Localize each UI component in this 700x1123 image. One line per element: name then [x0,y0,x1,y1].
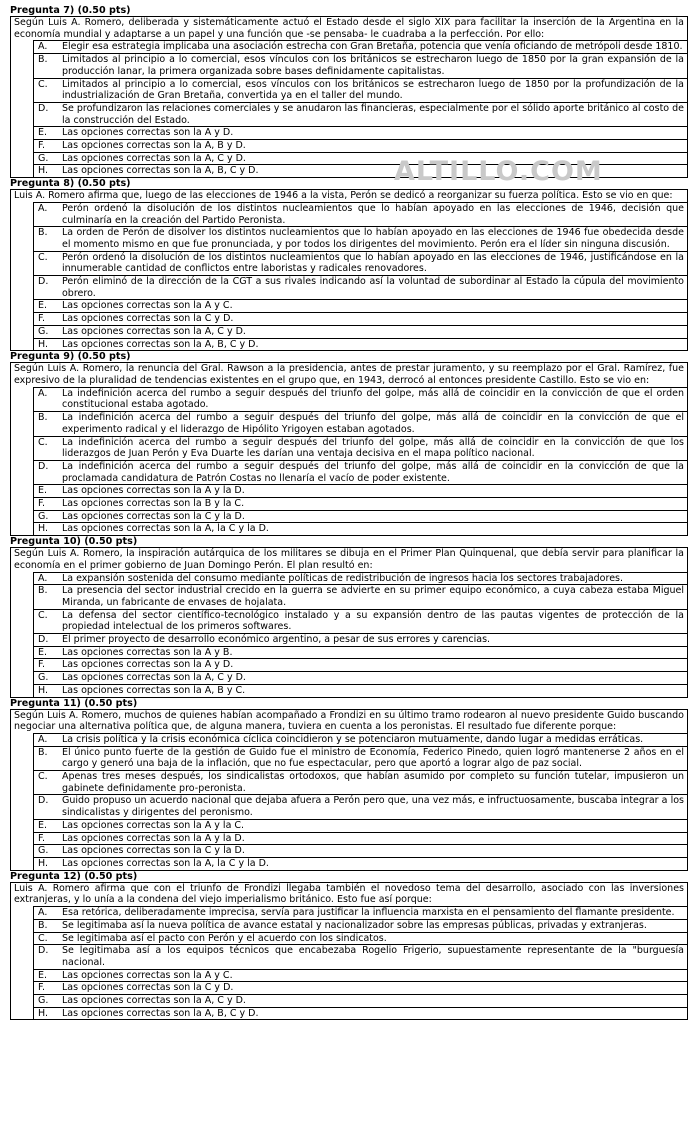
option-text: Las opciones correctas son la A, C y D. [62,672,687,685]
option-letter: D. [34,460,63,484]
option-letter: D. [34,102,63,126]
option-indent [11,152,34,165]
option-row[interactable] [11,41,687,54]
option-indent [11,54,34,78]
option-row[interactable] [11,858,687,870]
option-text: Las opciones correctas son la A y C. [62,300,687,313]
option-letter: E. [34,819,63,832]
option-text: Se legitimaba así el pacto con Perón y el acuerdo con los sindicatos. [62,932,687,945]
option-row[interactable] [11,202,687,226]
option-indent [11,1007,34,1019]
option-text: El primer proyecto de desarrollo económico argentino, a pesar de sus errores y carencias. [62,634,687,647]
option-row[interactable] [11,313,687,326]
option-letter: B. [34,412,63,436]
option-row[interactable] [11,227,687,251]
option-text: Las opciones correctas son la A, B y C. [62,684,687,696]
option-text: Esa retórica, deliberadamente imprecisa, servía para justificar la influencia marxista en el pensamiento del flamante presidente. [62,907,687,920]
option-indent [11,276,34,300]
option-text: La crisis política y la crisis económica cíclica coincidieron y se potenciaron mutuamente, dando lugar a medidas erráticas. [62,733,687,746]
option-row[interactable] [11,387,687,411]
option-indent [11,982,34,995]
question-block [10,547,688,697]
option-text: Se profundizaron las relaciones comerciales y se anudaron las financieras, especialmente por el sólido aporte británico al costo de la construcción del Estado. [62,102,687,126]
option-indent [11,969,34,982]
option-text: Las opciones correctas son la A y C. [62,969,687,982]
option-indent [11,436,34,460]
option-row[interactable] [11,572,687,585]
option-row[interactable] [11,510,687,523]
option-letter: G. [34,325,63,338]
option-indent [11,227,34,251]
option-letter: E. [34,969,63,982]
option-row[interactable] [11,276,687,300]
option-letter: B. [34,54,63,78]
option-row[interactable] [11,338,687,350]
option-indent [11,919,34,932]
option-text: Las opciones correctas son la C y D. [62,313,687,326]
option-row[interactable] [11,659,687,672]
question-block [10,709,688,871]
option-row[interactable] [11,771,687,795]
option-letter: G. [34,672,63,685]
option-letter: D. [34,945,63,969]
option-text: La expansión sostenida del consumo mediante políticas de redistribución de ingresos hacia los sectores trabajadores. [62,572,687,585]
option-row[interactable] [11,1007,687,1019]
option-text: Las opciones correctas son la C y la D. [62,845,687,858]
option-text: Las opciones correctas son la A y D. [62,659,687,672]
option-indent [11,634,34,647]
option-text: El único punto fuerte de la gestión de Guido fue el ministro de Economía, Federico Pinedo, quien logró mantenerse 2 años en el cargo y generó una baja de la inflación, que no fue espectacular, pero que aportó a lograr algo de paz social. [62,746,687,770]
option-indent [11,771,34,795]
option-indent [11,78,34,102]
question-block [10,189,688,351]
options-table [11,906,687,1019]
option-text: Se legitimaba así la nueva política de avance estatal y nacionalizador sobre las empresas públicas, privadas y extranjeras. [62,919,687,932]
option-indent [11,510,34,523]
option-row[interactable] [11,969,687,982]
option-text: Apenas tres meses después, los sindicalistas ortodoxos, que habían asumido por completo su función tutelar, impusieron un gabinete definidamente pro-peronista. [62,771,687,795]
option-indent [11,819,34,832]
option-text: Las opciones correctas son la A, B, C y D. [62,1007,687,1019]
option-text: Las opciones correctas son la A, C y D. [62,325,687,338]
option-row[interactable] [11,634,687,647]
option-text: Las opciones correctas son la A, C y D. [62,152,687,165]
option-letter: C. [34,436,63,460]
options-table [11,202,687,350]
option-text: Limitados al principio a lo comercial, esos vínculos con los británicos se estrecharon luego de 1850 por la profundización de la industrialización de Gran Bretaña, convertida ya en el taller del mundo. [62,78,687,102]
option-letter: G. [34,152,63,165]
option-indent [11,932,34,945]
option-text: Las opciones correctas son la A, la C y la D. [62,858,687,870]
option-letter: A. [34,202,63,226]
option-row[interactable] [11,684,687,696]
option-indent [11,300,34,313]
question-block [10,882,688,1021]
question-block [10,16,688,178]
question-title: Pregunta 10) (0.50 pts) [10,536,138,548]
option-indent [11,733,34,746]
option-letter: A. [34,572,63,585]
options-table [11,733,687,870]
option-row[interactable] [11,54,687,78]
option-letter: H. [34,523,63,535]
option-letter: G. [34,845,63,858]
option-text: La indefinición acerca del rumbo a seguir después del triunfo del golpe, más allá de coincidir en la convicción de que el experimento radical y el liderazgo de Hipólito Yrigoyen estaban agotados. [62,412,687,436]
option-indent [11,460,34,484]
option-indent [11,498,34,511]
option-letter: A. [34,907,63,920]
question-stem: Según Luis A. Romero, muchos de quienes habían acompañado a Frondizi en su último tramo rodearon al nuevo presidente Guido buscando negociar una alternativa política que, de alguna manera, tuviera en cuenta a los peronistas. El resultado fue diferente porque: [14,709,684,733]
option-row[interactable] [11,300,687,313]
question-title: Pregunta 7) (0.50 pts) [10,5,131,16]
option-text: La indefinición acerca del rumbo a seguir después del triunfo del golpe, más allá de coincidir en la convicción de que el orden constitucional estaba agotado. [62,387,687,411]
option-letter: F. [34,140,63,153]
option-row[interactable] [11,672,687,685]
option-letter: H. [34,165,63,177]
option-row[interactable] [11,78,687,102]
option-text: Las opciones correctas son la A, C y D. [62,995,687,1008]
option-letter: D. [34,795,63,819]
option-row[interactable] [11,907,687,920]
option-text: Perón ordenó la disolución de los distintos nucleamientos que lo habían apoyado en las elecciones de 1946, justificándose en la innumerable cantidad de conflictos entre laboristas y radicales renovadores. [62,251,687,275]
option-indent [11,102,34,126]
option-text: Elegir esa estrategia implicaba una asociación estrecha con Gran Bretaña, potencia que venía oficiando de metrópoli desde 1810. [62,41,687,54]
option-text: Las opciones correctas son la A y la D. [62,485,687,498]
option-text: Perón eliminó de la dirección de la CGT a sus rivales indicando así la voluntad de subordinar al Estado la cúpula del movimiento obrero. [62,276,687,300]
option-row[interactable] [11,646,687,659]
option-indent [11,858,34,870]
option-indent [11,995,34,1008]
option-text: Las opciones correctas son la A y la D. [62,832,687,845]
option-row[interactable] [11,251,687,275]
option-letter: H. [34,684,63,696]
option-letter: B. [34,227,63,251]
option-letter: H. [34,338,63,350]
option-indent [11,795,34,819]
option-indent [11,485,34,498]
option-row[interactable] [11,523,687,535]
option-row[interactable] [11,585,687,609]
option-row[interactable] [11,412,687,436]
question-block [10,362,688,536]
option-text: Las opciones correctas son la A, B y D. [62,140,687,153]
option-indent [11,313,34,326]
option-text: Las opciones correctas son la A y la C. [62,819,687,832]
option-indent [11,845,34,858]
option-letter: E. [34,485,63,498]
option-letter: B. [34,746,63,770]
option-letter: F. [34,313,63,326]
option-letter: E. [34,646,63,659]
option-indent [11,659,34,672]
option-letter: H. [34,858,63,870]
question-title: Pregunta 12) (0.50 pts) [10,870,138,882]
option-letter: A. [34,41,63,54]
question-stem: Según Luis A. Romero, deliberada y sistemáticamente actuó el Estado desde el siglo XIX para facilitar la inserción de la Argentina en la economía mundial y adaptarse a un papel y una función que -se pensaba- le cuadraba a la perfección. Por ello: [14,17,684,40]
option-indent [11,746,34,770]
option-indent [11,572,34,585]
option-row[interactable] [11,932,687,945]
option-indent [11,127,34,140]
question-stem: Según Luis A. Romero, la inspiración autárquica de los militares se dibuja en el Primer Plan Quinquenal, que debía servir para planificar la economía en el primer gobierno de Juan Domingo Perón. El plan resultó en: [14,548,684,571]
option-row[interactable] [11,945,687,969]
option-text: Perón ordenó la disolución de los distintos nucleamientos que lo habían apoyado en las elecciones de 1946, decisión que culminaría en la creación del Partido Peronista. [62,202,687,226]
option-row[interactable] [11,746,687,770]
question-stem: Luis A. Romero afirma que con el triunfo de Frondizi llegaba también el novedoso tema del desarrollo, asociado con las inversiones extranjeras, y lo unía a la condena del viejo imperialismo británico. Esto fue así porque: [14,882,684,906]
option-row[interactable] [11,460,687,484]
option-indent [11,165,34,177]
option-text: Se legitimaba así a los equipos técnicos que encabezaba Rogelio Frigerio, supuestamente representante de la "burguesía nacional. [62,945,687,969]
option-indent [11,523,34,535]
option-letter: C. [34,771,63,795]
question-stem: Luis A. Romero afirma que, luego de las elecciones de 1946 a la vista, Perón se dedicó a reorganizar su fuerza política. Esto se vio en que: [14,190,673,202]
option-row[interactable] [11,819,687,832]
option-row[interactable] [11,845,687,858]
option-letter: C. [34,932,63,945]
option-text: Las opciones correctas son la B y la C. [62,498,687,511]
option-letter: A. [34,733,63,746]
option-indent [11,251,34,275]
option-row[interactable] [11,832,687,845]
option-letter: F. [34,982,63,995]
question-title: Pregunta 11) (0.50 pts) [10,697,138,709]
option-letter: E. [34,127,63,140]
watermark: ALTILLO.COM [394,156,603,187]
option-text: La presencia del sector industrial crecido en la guerra se advierte en su primer equipo económico, a cuya cabeza estaba Miguel Miranda, un fabricante de envases de hojalata. [62,585,687,609]
option-text: Limitados al principio a lo comercial, esos vínculos con los británicos se estrecharon luego de 1850 por la gran expansión de la producción lanar, la primera organizada sobre bases definidamente capitalistas. [62,54,687,78]
question-stem: Según Luis A. Romero, la renuncia del Gral. Rawson a la presidencia, antes de prestar juramento, y su reemplazo por el Gral. Ramírez, fue expresivo de la pluralidad de tendencias existentes en el grupo que, en 1943, derrocó al entonces presidente Castillo. Esto se vio en: [14,363,684,386]
option-indent [11,325,34,338]
option-indent [11,140,34,153]
option-row[interactable] [11,140,687,153]
option-row[interactable] [11,498,687,511]
option-text: Las opciones correctas son la C y D. [62,982,687,995]
option-indent [11,609,34,633]
option-row[interactable] [11,485,687,498]
option-indent [11,202,34,226]
option-letter: G. [34,510,63,523]
option-letter: C. [34,609,63,633]
option-text: La defensa del sector científico-tecnológico instalado y a su expansión dentro de las pautas vigentes de protección de la propiedad intelectual de los primeros softwares. [62,609,687,633]
option-indent [11,387,34,411]
option-text: Las opciones correctas son la C y la D. [62,510,687,523]
option-indent [11,684,34,696]
options-table [11,387,687,535]
option-row[interactable] [11,325,687,338]
option-letter: F. [34,659,63,672]
option-text: Las opciones correctas son la A y B. [62,646,687,659]
option-text: La indefinición acerca del rumbo a seguir después del triunfo del golpe, más allá de coincidir en la convicción de que la proclamada candidatura de Patrón Costas no llenaría el vacío de poder existente. [62,460,687,484]
option-row[interactable] [11,795,687,819]
option-text: Las opciones correctas son la A, B, C y D. [62,338,687,350]
option-indent [11,832,34,845]
option-text: La orden de Perón de disolver los distintos nucleamientos que lo habían apoyado en las elecciones de 1946 fue obedecida desde el momento mismo en que fue pronunciada, y por todos los dirigentes del movimiento. Perón era el líder sin ninguna discusión. [62,227,687,251]
option-letter: C. [34,78,63,102]
option-indent [11,412,34,436]
question-title: Pregunta 8) (0.50 pts) [10,178,131,190]
option-letter: B. [34,585,63,609]
option-text: Las opciones correctas son la A, la C y la D. [62,523,687,535]
option-text: Guido propuso un acuerdo nacional que dejaba afuera a Perón pero que, una vez más, e infructuosamente, buscaba integrar a los sindicalistas y dirigentes del peronismo. [62,795,687,819]
option-indent [11,585,34,609]
option-indent [11,646,34,659]
option-indent [11,672,34,685]
option-row[interactable] [11,982,687,995]
option-row[interactable] [11,919,687,932]
option-letter: E. [34,300,63,313]
options-table [11,572,687,697]
option-letter: F. [34,498,63,511]
option-letter: H. [34,1007,63,1019]
option-text: Las opciones correctas son la A, B, C y D. [62,165,687,177]
option-text: Las opciones correctas son la A y D. [62,127,687,140]
option-row[interactable] [11,436,687,460]
option-letter: B. [34,919,63,932]
option-row[interactable] [11,127,687,140]
option-letter: D. [34,276,63,300]
question-title: Pregunta 9) (0.50 pts) [10,351,131,363]
option-indent [11,945,34,969]
option-text: La indefinición acerca del rumbo a seguir después del triunfo del golpe, más allá de coincidir en la convicción de que los liderazgos de Juan Perón y Eva Duarte les darían una ventaja decisiva en el mapa político nacional. [62,436,687,460]
option-indent [11,907,34,920]
option-row[interactable] [11,102,687,126]
option-indent [11,41,34,54]
option-letter: F. [34,832,63,845]
option-row[interactable] [11,995,687,1008]
option-letter: G. [34,995,63,1008]
option-letter: C. [34,251,63,275]
option-row[interactable] [11,733,687,746]
option-indent [11,338,34,350]
option-row[interactable] [11,609,687,633]
option-letter: A. [34,387,63,411]
option-letter: D. [34,634,63,647]
